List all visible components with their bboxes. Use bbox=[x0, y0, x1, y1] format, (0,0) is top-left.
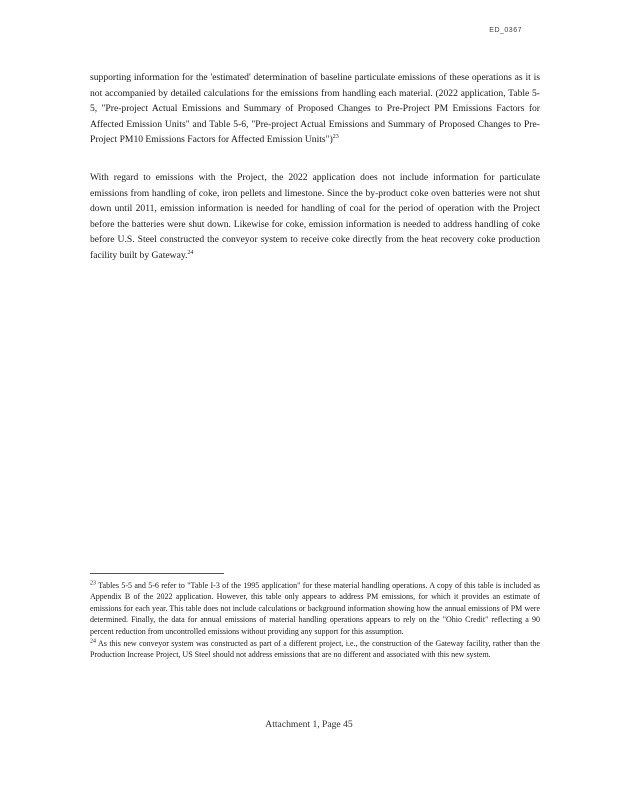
footnote bbox=[90, 638, 540, 661]
footnote-text: As this new conveyor system was constructed as part of a different project, i.e., the construction of the Gateway facility, rather than the Production Increase Project, US Steel should not address emissions that are no different and associated with this new system. bbox=[90, 639, 540, 660]
paragraph-text: supporting information for the 'estimated' determination of baseline particulate emissions of these operations as it is not accompanied by detailed calculations for the emissions from handling each material. (2022 application, Table 5-5, "Pre-project Actual Emissions and Summary of Proposed Changes to Pre-Project PM Emissions Factors for Affected Emission Units" and Table 5-6, "Pre-project Actual Emissions and Summary of Proposed Changes to Pre-Project PM10 Emissions Factors for Affected Emission Units") bbox=[90, 72, 540, 146]
footnote-number: 23 bbox=[90, 580, 96, 587]
document-id: ED_0367 bbox=[489, 27, 522, 34]
footnote-separator bbox=[90, 573, 224, 574]
body-paragraph bbox=[90, 70, 540, 148]
footnotes-section bbox=[90, 580, 540, 662]
footnote-text: Tables 5-5 and 5-6 refer to "Table I-3 of the 1995 application" for these material handling operations. A copy of this table is included as Appendix B of the 2022 application. However, this table only appears to address PM emissions, for which it provides an estimate of emissions for each year. This table does not include calculations or background information showing how the annual emissions of PM were determined. Finally, the data for annual emissions of material handling operations appears to rely on the "Ohio Credit" reflecting a 90 percent reduction from uncontrolled emissions without providing any support for this assumption. bbox=[90, 581, 540, 636]
footnote bbox=[90, 580, 540, 637]
body-paragraph bbox=[90, 170, 540, 264]
footnote-number: 24 bbox=[90, 638, 96, 645]
footnote-reference[interactable]: 24 bbox=[187, 249, 194, 256]
page-footer: Attachment 1, Page 45 bbox=[265, 719, 353, 730]
paragraph-text: With regard to emissions with the Project, the 2022 application does not include information for particulate emissions from handling of coke, iron pellets and limestone. Since the by-product coke oven batteries were not shut down until 2011, emission information is needed for handling of coal for the period of operation with the Project before the batteries were shut down. Likewise for coke, emission information is needed to address handling of coke before U.S. Steel constructed the conveyor system to receive coke directly from the heat recovery coke production facility built by Gateway. bbox=[90, 172, 540, 261]
footnote-reference[interactable]: 23 bbox=[332, 134, 339, 141]
